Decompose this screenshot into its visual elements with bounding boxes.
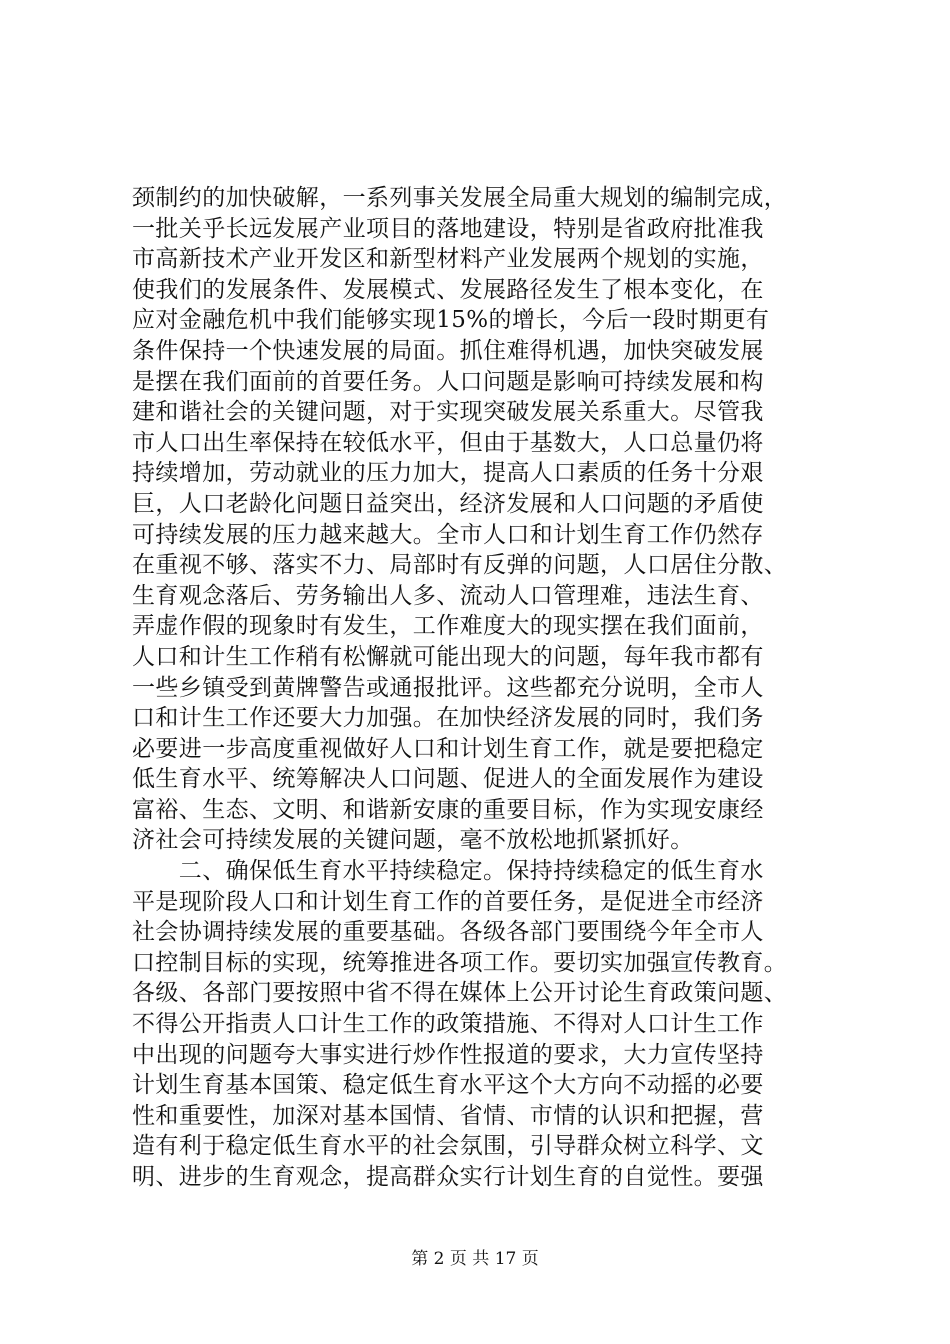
text-line: 富裕、生态、文明、和谐新安康的重要目标，作为实现安康经: [132, 796, 764, 823]
text-line: 低生育水平、统筹解决人口问题、促进人的全面发展作为建设: [132, 766, 764, 793]
text-line: 中出现的问题夸大事实进行炒作性报道的要求，大力宣传坚持: [132, 1041, 764, 1068]
text-line: 口和计生工作还要大力加强。在加快经济发展的同时，我们务: [132, 705, 764, 732]
text-line: 明、进步的生育观念，提高群众实行计划生育的自觉性。要强: [132, 1164, 764, 1190]
text-line: 是摆在我们面前的首要任务。人口问题是影响可持续发展和构: [132, 368, 764, 395]
text-line: 应对金融危机中我们能够实现15%的增长，今后一段时期更有: [132, 307, 770, 334]
text-line: 一批关乎长远发展产业项目的落地建设，特别是省政府批准我: [132, 215, 764, 242]
text-line: 济社会可持续发展的关键问题，毫不放松地抓紧抓好。: [132, 827, 694, 854]
text-line: 人口和计生工作稍有松懈就可能出现大的问题，每年我市都有: [132, 643, 764, 670]
text-line: 市高新技术产业开发区和新型材料产业发展两个规划的实施，: [132, 246, 764, 273]
text-line: 社会协调持续发展的重要基础。各级各部门要围绕今年全市人: [132, 919, 764, 946]
text-line: 持续增加，劳动就业的压力加大，提高人口素质的任务十分艰: [132, 460, 764, 487]
body-text: [132, 183, 832, 1193]
text-line: 在重视不够、落实不力、局部时有反弹的问题，人口居住分散、: [132, 552, 788, 579]
text-line: 必要进一步高度重视做好人口和计划生育工作，就是要把稳定: [132, 735, 764, 762]
text-line: 颈制约的加快破解，一系列事关发展全局重大规划的编制完成，: [132, 185, 788, 211]
text-line: 计划生育基本国策、稳定低生育水平这个大方向不动摇的必要: [132, 1072, 764, 1099]
text-line: 市人口出生率保持在较低水平，但由于基数大，人口总量仍将: [132, 429, 764, 456]
text-line: 一些乡镇受到黄牌警告或通报批评。这些都充分说明，全市人: [132, 674, 764, 701]
text-line: 可持续发展的压力越来越大。全市人口和计划生育工作仍然存: [132, 521, 764, 548]
text-line: 建和谐社会的关键问题，对于实现突破发展关系重大。尽管我: [132, 399, 764, 426]
text-line: 使我们的发展条件、发展模式、发展路径发生了根本变化，在: [132, 276, 764, 303]
page-number-footer: 第 2 页 共 17 页: [411, 1249, 539, 1269]
text-line: 平是现阶段人口和计划生育工作的首要任务，是促进全市经济: [132, 888, 764, 915]
text-line: 生育观念落后、劳务输出人多、流动人口管理难，违法生育、: [132, 582, 764, 609]
text-line: 各级、各部门要按照中省不得在媒体上公开讨论生育政策问题、: [132, 980, 788, 1007]
text-line: 弄虚作假的现象时有发生，工作难度大的现实摆在我们面前，: [132, 613, 764, 640]
text-line: 巨，人口老龄化问题日益突出，经济发展和人口问题的矛盾使: [132, 490, 764, 517]
text-line: 造有利于稳定低生育水平的社会氛围，引导群众树立科学、文: [132, 1133, 764, 1160]
text-line: 不得公开指责人口计生工作的政策措施、不得对人口计生工作: [132, 1011, 764, 1038]
text-line: 口控制目标的实现，统筹推进各项工作。要切实加强宣传教育。: [132, 949, 788, 976]
text-line: 性和重要性，加深对基本国情、省情、市情的认识和把握，营: [132, 1102, 764, 1129]
text-line: 条件保持一个快速发展的局面。抓住难得机遇，加快突破发展: [132, 337, 764, 364]
text-line: 二、确保低生育水平持续稳定。保持持续稳定的低生育水: [132, 858, 764, 885]
